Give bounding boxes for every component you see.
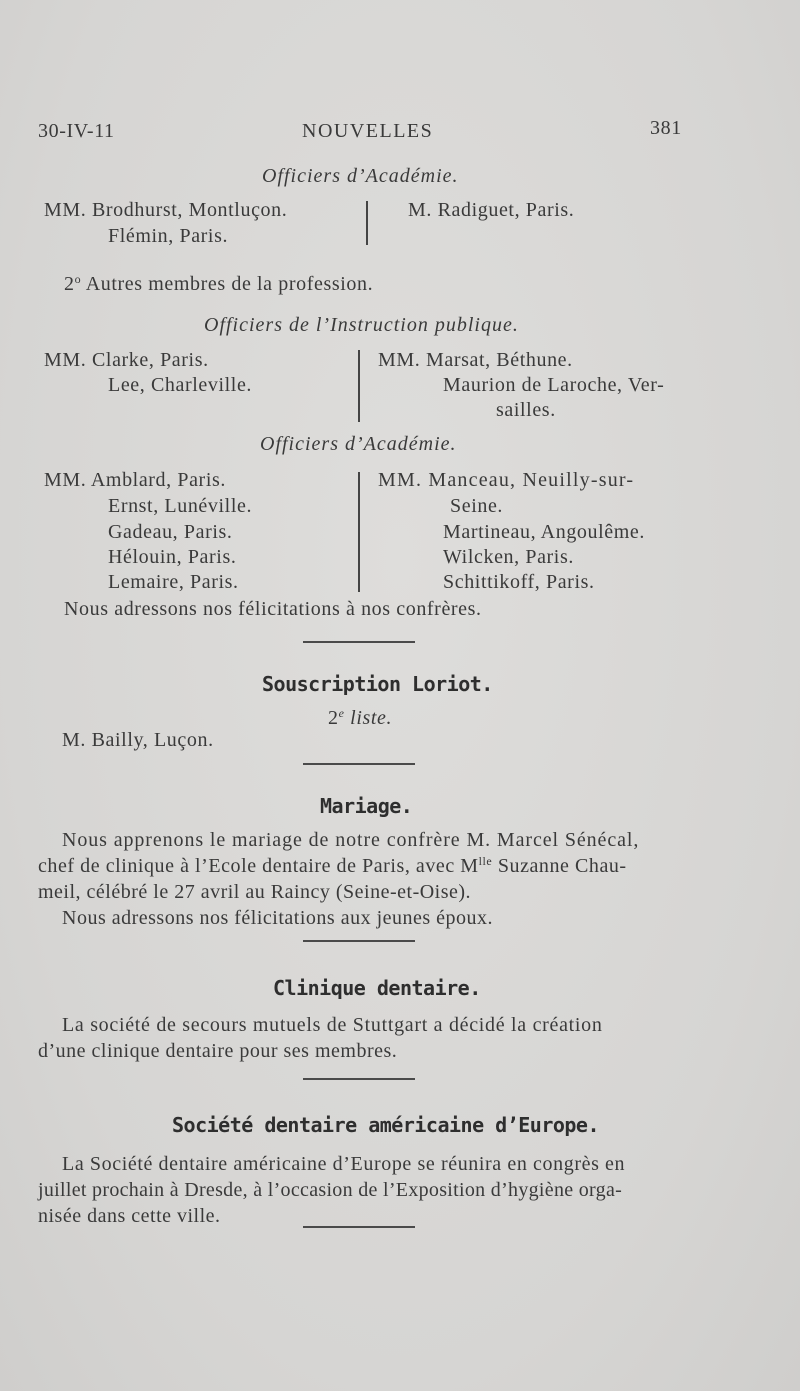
congrats-line: Nous adressons nos félicitations à nos confrères. bbox=[64, 598, 482, 620]
block2-right-0: MM. Marsat, Béthune. bbox=[378, 349, 573, 371]
mariage-line: Nous adressons nos félicitations aux jeunes époux. bbox=[62, 907, 494, 929]
section-rule bbox=[303, 1226, 415, 1228]
block2-right-1: Maurion de Laroche, Ver- bbox=[443, 374, 665, 396]
block1-title: Officiers d’Académie. bbox=[262, 165, 459, 187]
page-number: 381 bbox=[650, 117, 682, 139]
section-rule bbox=[303, 763, 415, 765]
block3-right-3: Wilcken, Paris. bbox=[443, 546, 574, 568]
clinique-line: La société de secours mutuels de Stuttgart a décidé la création bbox=[62, 1014, 603, 1036]
loriot-entry: M. Bailly, Luçon. bbox=[62, 729, 214, 751]
mariage-line: chef de clinique à l’Ecole dentaire de Paris, avec $M^{lle}$ Suzanne Chau- bbox=[38, 854, 627, 877]
mariage-paragraph bbox=[38, 827, 682, 931]
section2-intro: 2$^o$ Autres membres de la profession. bbox=[64, 272, 374, 295]
block3-left-4: Lemaire, Paris. bbox=[108, 571, 239, 593]
block2-title: Officiers de l’Instruction publique. bbox=[204, 314, 519, 336]
block3-left-2: Gadeau, Paris. bbox=[108, 521, 233, 543]
column-divider bbox=[358, 472, 360, 592]
loriot-liste: 2e liste. bbox=[328, 706, 393, 729]
societe-line: juillet prochain à Dresde, à l’occasion de l’Exposition d’hygiène orga- bbox=[38, 1179, 623, 1201]
societe-heading: Société dentaire américaine d’Europe. bbox=[172, 1113, 600, 1137]
block2-right-2: sailles. bbox=[496, 399, 556, 421]
block2-left-0: MM. Clarke, Paris. bbox=[44, 349, 209, 371]
mariage-heading: Mariage. bbox=[320, 794, 413, 818]
block3-right-0: MM. Manceau, Neuilly-sur- bbox=[378, 469, 635, 491]
block3-title: Officiers d’Académie. bbox=[260, 433, 457, 455]
section-rule bbox=[303, 1078, 415, 1080]
block1-left-0: MM. Brodhurst, Montluçon. bbox=[44, 199, 288, 221]
block1-left-1: Flémin, Paris. bbox=[108, 225, 229, 247]
societe-line: La Société dentaire américaine d’Europe se réunira en congrès en bbox=[62, 1153, 626, 1175]
column-divider bbox=[358, 350, 360, 422]
clinique-paragraph bbox=[38, 1012, 682, 1064]
section-rule bbox=[303, 940, 415, 942]
block1-right-0: M. Radiguet, Paris. bbox=[408, 199, 575, 221]
block3-right-4: Schittikoff, Paris. bbox=[443, 571, 595, 593]
loriot-heading: Souscription Loriot. bbox=[262, 672, 493, 696]
column-divider bbox=[366, 201, 368, 245]
mariage-line: meil, célébré le 27 avril au Raincy (Seine-et-Oise). bbox=[38, 881, 472, 903]
section-rule bbox=[303, 641, 415, 643]
block3-left-3: Hélouin, Paris. bbox=[108, 546, 237, 568]
clinique-line: d’une clinique dentaire pour ses membres. bbox=[38, 1040, 398, 1062]
block3-left-0: MM. Amblard, Paris. bbox=[44, 469, 226, 491]
block3-right-2: Martineau, Angoulême. bbox=[443, 521, 645, 543]
societe-paragraph bbox=[38, 1151, 682, 1229]
block2-left-1: Lee, Charleville. bbox=[108, 374, 253, 396]
header-date: 30-IV-11 bbox=[38, 120, 115, 142]
clinique-heading: Clinique dentaire. bbox=[273, 976, 481, 1000]
mariage-line: Nous apprenons le mariage de notre confrère M. Marcel Sénécal, bbox=[62, 829, 640, 851]
societe-line: nisée dans cette ville. bbox=[38, 1205, 221, 1227]
block3-right-1: Seine. bbox=[450, 495, 504, 517]
block3-left-1: Ernst, Lunéville. bbox=[108, 495, 253, 517]
header-title: NOUVELLES bbox=[302, 120, 434, 142]
